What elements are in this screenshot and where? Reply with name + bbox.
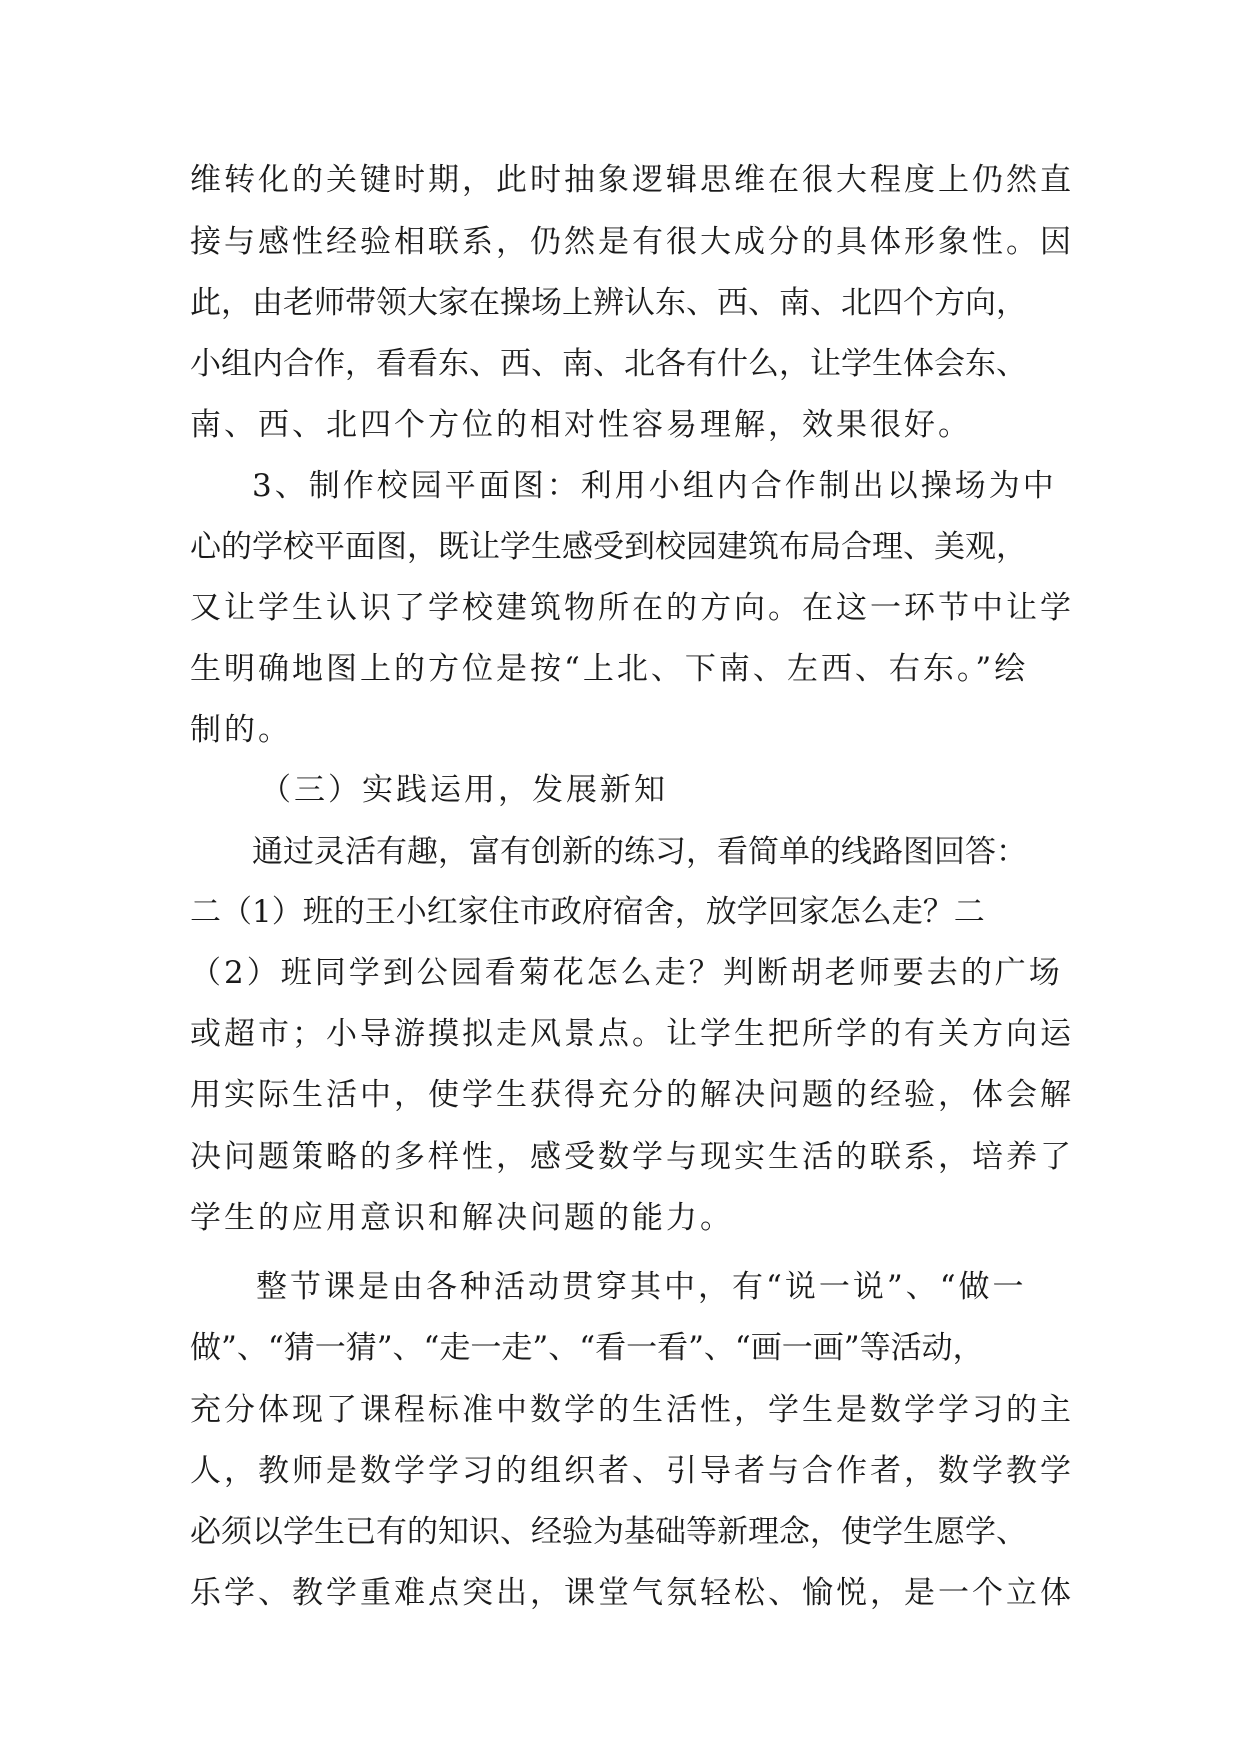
text-line-10: 制的。 [190, 712, 292, 748]
text-line-12: 通过灵活有趣，富有创新的练习，看简单的线路图回答： [252, 834, 1027, 870]
text-line-19: 整节课是由各种活动贯穿其中，有“说一说”、“做一 [256, 1269, 1027, 1305]
text-line-18: 学生的应用意识和解决问题的能力。 [190, 1200, 734, 1236]
text-line-16: 用实际生活中，使学生获得充分的解决问题的经验，体会解 [190, 1077, 1074, 1113]
text-line-6: 3、制作校园平面图：利用小组内合作制出以操场为中 [252, 468, 1057, 504]
text-line-15: 或超市；小导游摸拟走风景点。让学生把所学的有关方向运 [190, 1016, 1074, 1052]
text-line-9: 生明确地图上的方位是按“上北、下南、左西、右东。”绘 [190, 651, 1029, 687]
section-heading: （三）实践运用，发展新知 [260, 772, 668, 808]
text-line-4: 小组内合作，看看东、西、南、北各有什么，让学生体会东、 [190, 346, 1027, 382]
text-line-5: 南、西、北四个方位的相对性容易理解，效果很好。 [190, 407, 972, 443]
text-line-17: 决问题策略的多样性，感受数学与现实生活的联系，培养了 [190, 1139, 1074, 1175]
text-line-14: （2）班同学到公园看菊花怎么走？判断胡老师要去的广场 [190, 955, 1063, 991]
text-line-22: 人，教师是数学学习的组织者、引导者与合作者，数学教学 [190, 1453, 1074, 1489]
text-line-23: 必须以学生已有的知识、经验为基础等新理念，使学生愿学、 [190, 1514, 1027, 1550]
text-line-1: 维转化的关键时期，此时抽象逻辑思维在很大程度上仍然直 [190, 162, 1074, 198]
text-line-13: 二（1）班的王小红家住市政府宿舍，放学回家怎么走？二 [190, 894, 985, 930]
text-line-20: 做”、“猜一猜”、“走一走”、“看一看”、“画一画”等活动， [190, 1330, 984, 1366]
text-line-24: 乐学、教学重难点突出，课堂气氛轻松、愉悦，是一个立体 [190, 1575, 1074, 1611]
text-line-21: 充分体现了课程标准中数学的生活性，学生是数学学习的主 [190, 1392, 1074, 1428]
text-line-2: 接与感性经验相联系，仍然是有很大成分的具体形象性。因 [190, 224, 1074, 260]
text-line-8: 又让学生认识了学校建筑物所在的方向。在这一环节中让学 [190, 590, 1074, 626]
text-line-3: 此，由老师带领大家在操场上辨认东、西、南、北四个方向， [190, 285, 1027, 321]
text-line-7: 心的学校平面图，既让学生感受到校园建筑布局合理、美观， [190, 529, 1027, 565]
